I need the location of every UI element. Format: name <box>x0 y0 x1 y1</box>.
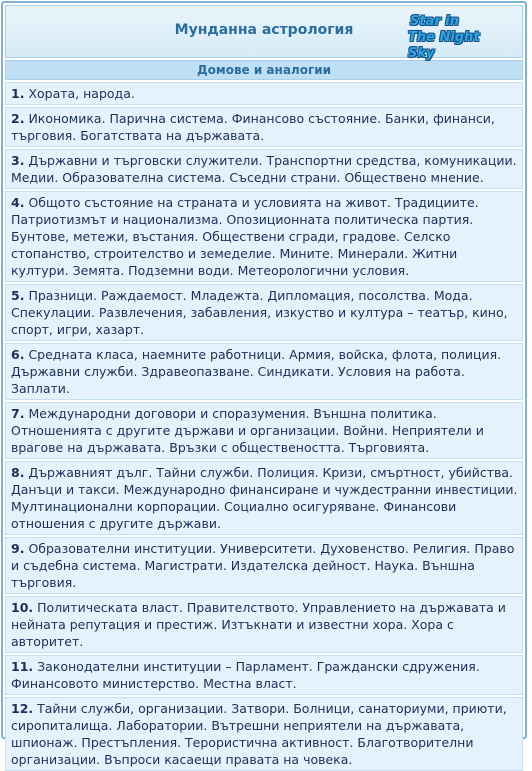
house-item-8 <box>5 461 523 535</box>
house-description: Средната класа, наемните работници. Армия, войска, флота, полиция. Държавни служби. Здравеопазване. Синдикати. Условия на работа. Заплати. <box>11 347 502 396</box>
main-panel <box>1 1 527 767</box>
house-description: Празници. Раждаемост. Младежта. Дипломация, посолства. Мода. Спекулации. Развлечения, забавления, изкуство и култура – театър, кино, спорт, игри, хазарт. <box>11 288 508 337</box>
page-title: Мунданна астрология <box>174 22 354 38</box>
house-item-4 <box>5 191 523 282</box>
house-item-5 <box>5 284 523 341</box>
house-item-7 <box>5 402 523 459</box>
house-number: 7. <box>11 406 25 421</box>
house-number: 5. <box>11 288 25 303</box>
header-bar <box>5 5 523 61</box>
house-number: 10. <box>11 600 34 615</box>
house-item-10 <box>5 596 523 653</box>
site-logo[interactable] <box>408 14 508 62</box>
house-number: 8. <box>11 465 25 480</box>
house-description: Държавни и търговски служители. Транспортни средства, комуникации. Медии. Образователна система. Съседни страни. Обществено мнение. <box>11 153 517 185</box>
house-number: 11. <box>11 659 34 674</box>
house-number: 2. <box>11 111 25 126</box>
house-number: 3. <box>11 153 25 168</box>
house-number: 4. <box>11 195 25 210</box>
logo-line-2: The Night Sky <box>408 30 480 61</box>
section-heading: Домове и аналогии <box>5 60 523 80</box>
house-number: 1. <box>11 86 25 101</box>
house-number: 12. <box>11 701 34 716</box>
house-item-11 <box>5 655 523 695</box>
house-number: 6. <box>11 347 25 362</box>
houses-list <box>5 82 523 771</box>
house-item-12 <box>5 697 523 771</box>
house-description: Политическата власт. Правителството. Управлението на държавата и нейната репутация и престиж. Изтъкнати и известни хора. Хора с авторитет. <box>11 600 506 649</box>
house-description: Тайни служби, организации. Затвори. Болници, санаториуми, приюти, сиропиталища. Лаборатории. Вътрешни неприятели на държавата, шпионаж. Престъпления. Терористична активност. Благотворителни организации. Въпроси касаещи правата на човека. <box>11 701 507 767</box>
house-description: Икономика. Парична система. Финансово състояние. Банки, финанси, търговия. Богатствата на държавата. <box>11 111 495 143</box>
house-description: Законодателни институции – Парламент. Граждански сдружения. Финансовото министерство. Местна власт. <box>11 659 480 691</box>
house-description: Образователни институции. Университети. Духовенство. Религия. Право и съдебна система. Магистрати. Издателска дейност. Наука. Външна търговия. <box>11 541 515 590</box>
house-item-2 <box>5 107 523 147</box>
house-description: Общото състояние на страната и условията на живот. Традициите. Патриотизмът и национализма. Опозиционната политическа партия. Бунтове, метежи, въстания. Обществени сгради, градове. Селско стопанство, строителство и земеделие. Мините. Минерали. Житни култури. Земята. Подземни води. Метеорологични условия. <box>11 195 479 278</box>
house-item-6 <box>5 343 523 400</box>
house-item-9 <box>5 537 523 594</box>
house-description: Държавният дълг. Тайни служби. Полиция. Кризи, смъртност, убийства. Данъци и такси. Международно финансиране и чуждестранни инвестиции. Мултинационални корпорации. Социално осигуряване. Финансови отношения с другите държави. <box>11 465 518 531</box>
house-item-1 <box>5 82 523 105</box>
house-number: 9. <box>11 541 25 556</box>
house-description: Хората, народа. <box>28 86 135 101</box>
logo-line-1: Star in <box>410 14 459 29</box>
house-item-3 <box>5 149 523 189</box>
house-description: Международни договори и споразумения. Външна политика. Отношенията с другите държави и организации. Войни. Неприятели и врагове на държавата. Връзки с обществеността. Търговията. <box>11 406 484 455</box>
